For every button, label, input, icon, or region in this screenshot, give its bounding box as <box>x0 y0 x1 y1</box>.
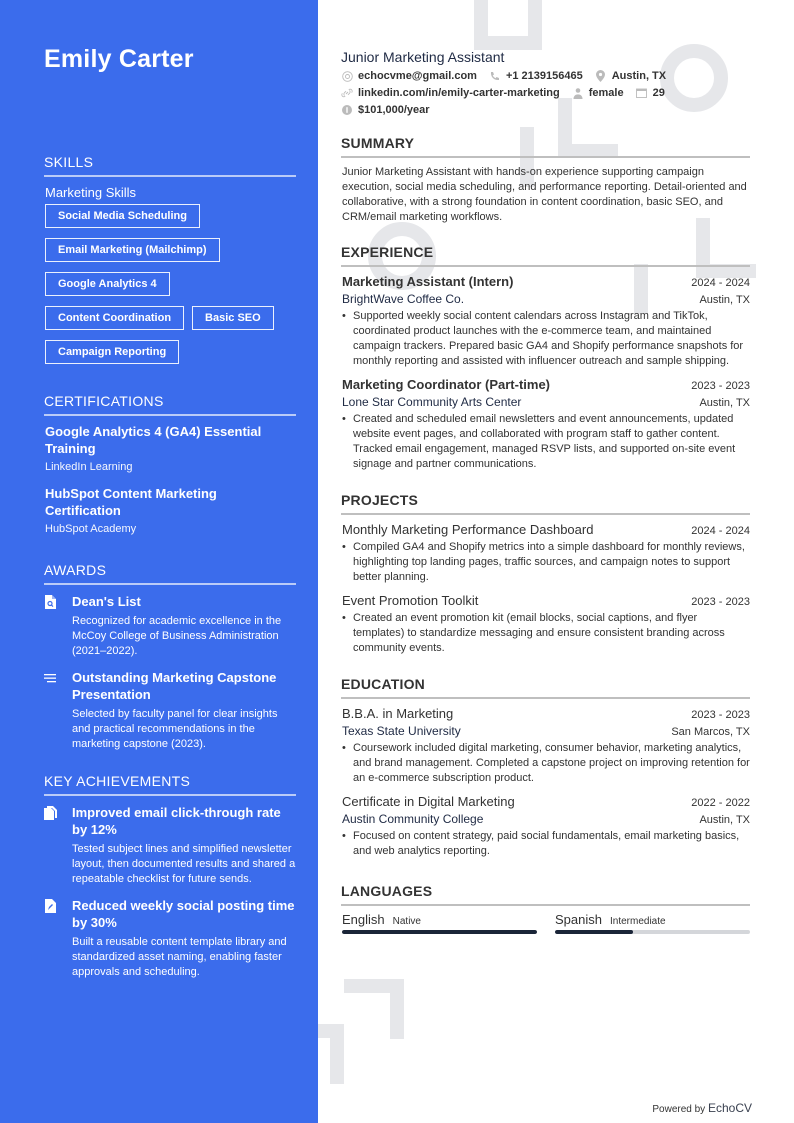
awards-title: AWARDS <box>44 562 296 585</box>
location-pin-icon <box>595 70 607 82</box>
languages-title: LANGUAGES <box>341 883 750 906</box>
contact-linkedin[interactable]: linkedin.com/in/emily-carter-marketing <box>358 87 560 99</box>
project-dates: 2023 - 2023 <box>691 596 750 608</box>
experience-title: EXPERIENCE <box>341 244 750 267</box>
award-item <box>44 669 296 752</box>
contact-phone[interactable]: +1 2139156465 <box>505 70 583 82</box>
menu-lines-icon <box>44 669 72 752</box>
phone-icon <box>489 70 501 82</box>
main-content <box>341 49 750 934</box>
main-column <box>318 0 794 1123</box>
documents-icon <box>44 804 72 887</box>
summary-text: Junior Marketing Assistant with hands-on experience supporting campaign execution, social media scheduling, and performance reporting. Detail-oriented and collaborative, with a strong foundation in content coordination, basic SEO, and CRM/email marketing workflows. <box>342 166 747 223</box>
language-item <box>342 912 537 934</box>
salary-coin-icon <box>341 104 353 116</box>
language-proficiency-fill <box>342 930 537 934</box>
skills-title: SKILLS <box>44 154 296 177</box>
experience-location: Austin, TX <box>699 294 750 306</box>
experience-dates: 2023 - 2023 <box>691 380 750 392</box>
education-dates: 2022 - 2022 <box>691 797 750 809</box>
language-level: Native <box>392 916 421 927</box>
footer-credit <box>652 1101 752 1115</box>
project-name: Monthly Marketing Performance Dashboard <box>342 522 594 537</box>
education-entry <box>341 706 750 786</box>
education-title: EDUCATION <box>341 676 750 699</box>
summary-title: SUMMARY <box>341 135 750 158</box>
languages-section <box>341 883 750 934</box>
skill-chips <box>44 204 296 364</box>
project-entry <box>341 593 750 656</box>
education-degree: B.B.A. in Marketing <box>342 706 454 721</box>
language-item <box>555 912 750 934</box>
education-location: San Marcos, TX <box>671 726 750 738</box>
experience-location: Austin, TX <box>699 397 750 409</box>
contact-row <box>341 70 750 82</box>
experience-role: Marketing Assistant (Intern) <box>342 274 514 289</box>
skill-chip: Email Marketing (Mailchimp) <box>45 238 220 262</box>
award-title: Dean's List <box>72 594 141 609</box>
education-bullet: • Coursework included digital marketing, consumer behavior, marketing analytics, and brand management. Completed a capstone project on improving retention for an e-commerce subscription product. <box>342 741 750 786</box>
footer-prefix: Powered by <box>652 1104 706 1115</box>
certification-org: LinkedIn Learning <box>45 461 133 473</box>
award-item <box>44 593 296 659</box>
project-name: Event Promotion Toolkit <box>342 593 479 608</box>
achievement-title: Reduced weekly social posting time by 30% <box>72 898 295 930</box>
decor-shape <box>474 36 542 50</box>
experience-entry <box>341 274 750 369</box>
education-bullet: • Focused on content strategy, paid social fundamentals, email marketing basics, and web analytics reporting. <box>342 829 750 859</box>
calendar-icon <box>636 87 648 99</box>
experience-dates: 2024 - 2024 <box>691 277 750 289</box>
language-name: English <box>342 912 385 927</box>
certifications-section <box>44 393 296 535</box>
decor-shape <box>330 1024 344 1084</box>
projects-section <box>341 492 750 656</box>
skill-chip: Basic SEO <box>192 306 274 330</box>
experience-entry <box>341 377 750 472</box>
footer-brand[interactable]: EchoCV <box>707 1101 752 1115</box>
link-icon <box>341 87 353 99</box>
skill-chip: Content Coordination <box>45 306 184 330</box>
certification-name: HubSpot Content Marketing Certification <box>45 486 217 518</box>
achievement-description: Tested subject lines and simplified newsletter layout, then documented results and shared a repeatable checklist for future sends. <box>72 843 296 885</box>
skill-chip: Campaign Reporting <box>45 340 179 364</box>
person-icon <box>572 87 584 99</box>
contact-email[interactable]: echocvme@gmail.com <box>358 70 477 82</box>
award-description: Recognized for academic excellence in the McCoy College of Business Administration (2021–2022). <box>72 615 282 657</box>
job-title: Junior Marketing Assistant <box>341 49 505 65</box>
contact-gender: female <box>588 87 624 99</box>
projects-title: PROJECTS <box>341 492 750 515</box>
achievement-description: Built a reusable content template library and standardized asset naming, enabling faster approvals and scheduling. <box>72 936 287 978</box>
project-dates: 2024 - 2024 <box>691 525 750 537</box>
project-bullet: • Created an event promotion kit (email blocks, social captions, and flyer templates) to standardize messaging and ensure consistent branding across community events. <box>342 611 750 656</box>
achievement-item <box>44 804 296 887</box>
at-sign-icon <box>341 70 353 82</box>
skill-chip: Google Analytics 4 <box>45 272 170 296</box>
contact-row <box>341 87 750 99</box>
awards-section <box>44 562 296 752</box>
achievements-title: KEY ACHIEVEMENTS <box>44 773 296 796</box>
education-dates: 2023 - 2023 <box>691 709 750 721</box>
certification-org: HubSpot Academy <box>45 523 137 535</box>
language-proficiency-fill <box>555 930 633 934</box>
document-edit-icon <box>44 897 72 980</box>
education-school: Texas State University <box>342 724 461 738</box>
language-level: Intermediate <box>609 916 666 927</box>
certifications-title: CERTIFICATIONS <box>44 393 296 416</box>
experience-role: Marketing Coordinator (Part-time) <box>342 377 551 392</box>
contact-row <box>341 104 750 116</box>
education-school: Austin Community College <box>342 812 484 826</box>
experience-bullet: • Created and scheduled email newsletters and event announcements, updated website event pages, and collaborated with program staff to gather content. Tracked email engagement, managed RSVP lists, and supported on-site event signage and partner communications. <box>342 412 750 472</box>
education-location: Austin, TX <box>699 814 750 826</box>
certification-item <box>44 423 296 473</box>
summary-section <box>341 135 750 225</box>
experience-bullet: • Supported weekly social content calendars across Instagram and TikTok, coordinated product launches with the e-commerce team, and maintained campaign trackers. Prepared basic GA4 and Shopify performance snapshots for monthly reporting and assisted with influencer outreach and sample shipping. <box>342 309 750 369</box>
candidate-name: Emily Carter <box>44 45 194 73</box>
achievement-title: Improved email click-through rate by 12% <box>72 805 281 837</box>
skills-section <box>44 154 296 364</box>
language-name: Spanish <box>555 912 602 927</box>
language-proficiency-bar <box>342 930 537 934</box>
experience-company: Lone Star Community Arts Center <box>342 395 522 409</box>
sidebar <box>0 0 318 1123</box>
skill-chip: Social Media Scheduling <box>45 204 200 228</box>
award-title: Outstanding Marketing Capstone Presentation <box>72 670 277 702</box>
education-section <box>341 676 750 859</box>
contact-salary: $101,000/year <box>358 104 430 116</box>
skill-group-label: Marketing Skills <box>45 185 137 200</box>
contact-location: Austin, TX <box>611 70 667 82</box>
decor-shape <box>390 979 404 1039</box>
language-proficiency-bar <box>555 930 750 934</box>
certification-name: Google Analytics 4 (GA4) Essential Training <box>45 424 262 456</box>
project-entry <box>341 522 750 585</box>
contact-age: 29 <box>652 87 665 99</box>
achievement-item <box>44 897 296 980</box>
education-degree: Certificate in Digital Marketing <box>342 794 515 809</box>
project-bullet: • Compiled GA4 and Shopify metrics into a simple dashboard for monthly reviews, highlighting top landing pages, traffic sources, and campaign notes to support better planning. <box>342 540 750 585</box>
education-entry <box>341 794 750 859</box>
award-description: Selected by faculty panel for clear insights and practical recommendations in the marketing capstone (2023). <box>72 708 278 750</box>
experience-company: BrightWave Coffee Co. <box>342 292 465 306</box>
experience-section <box>341 244 750 472</box>
achievements-section <box>44 773 296 980</box>
document-search-icon <box>44 593 72 659</box>
certification-item <box>44 485 296 535</box>
